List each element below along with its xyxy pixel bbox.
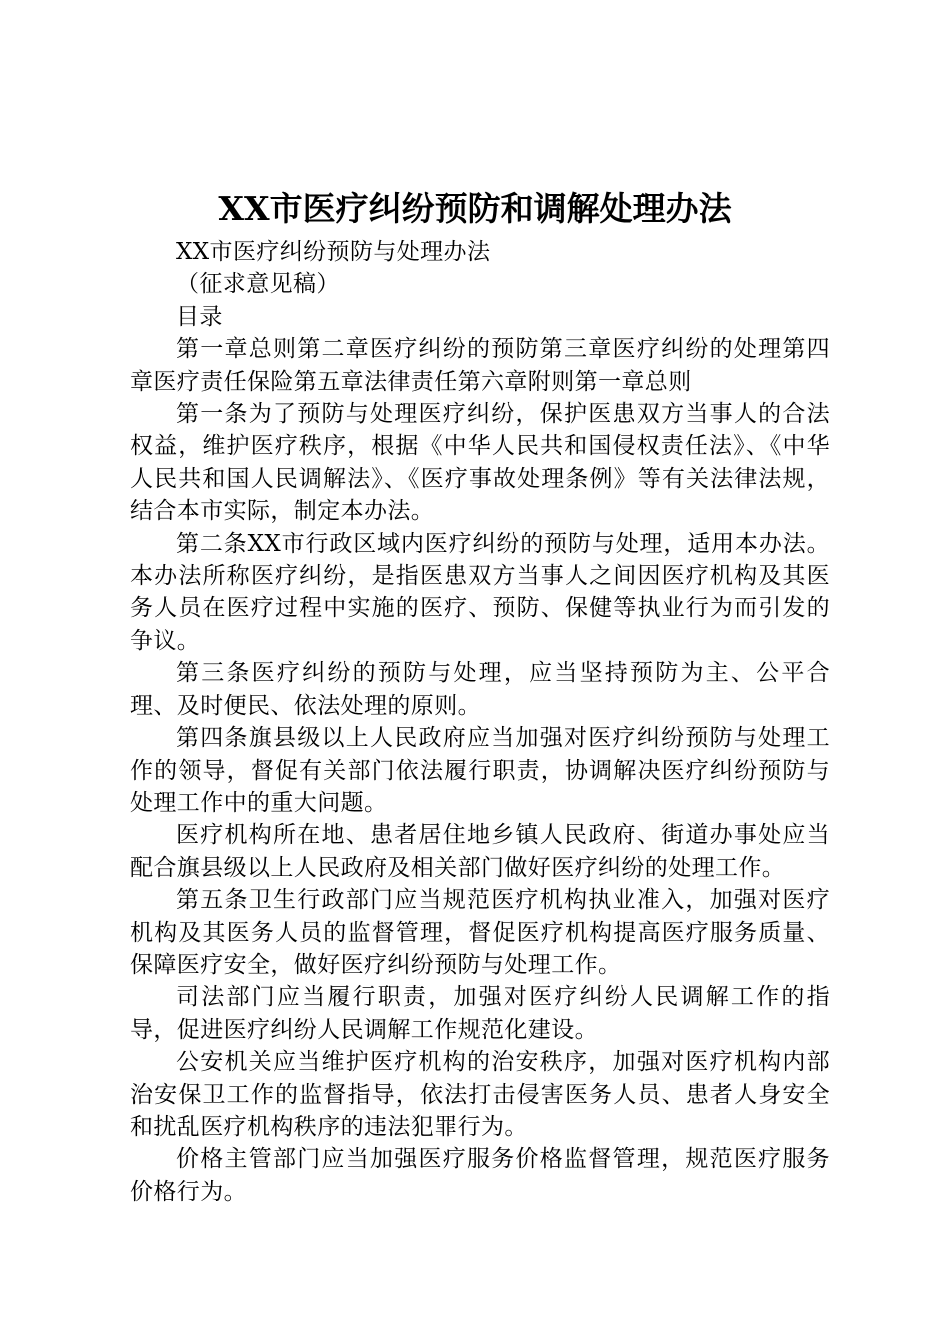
document-body	[130, 236, 830, 1208]
paragraph-article-4: 第四条旗县级以上人民政府应当加强对医疗纠纷预防与处理工作的领导，督促有关部门依法履行职责，协调解决医疗纠纷预防与处理工作中的重大问题。	[130, 725, 830, 816]
paragraph-article-5: 第五条卫生行政部门应当规范医疗机构执业准入，加强对医疗机构及其医务人员的监督管理，督促医疗机构提高医疗服务质量、保障医疗安全，做好医疗纠纷预防与处理工作。	[130, 887, 830, 978]
paragraph-article-3: 第三条医疗纠纷的预防与处理，应当坚持预防为主、公平合理、及时便民、依法处理的原则。	[130, 660, 830, 719]
paragraph-judicial: 司法部门应当履行职责，加强对医疗纠纷人民调解工作的指导，促进医疗纠纷人民调解工作规范化建设。	[130, 984, 830, 1043]
paragraph-police: 公安机关应当维护医疗机构的治安秩序，加强对医疗机构内部治安保卫工作的监督指导，依法打击侵害医务人员、患者人身安全和扰乱医疗机构秩序的违法犯罪行为。	[130, 1049, 830, 1140]
paragraph-toc-heading: 目录	[176, 303, 223, 330]
paragraph-article-1: 第一条为了预防与处理医疗纠纷，保护医患双方当事人的合法权益，维护医疗秩序，根据《中华人民共和国侵权责任法》、《中华人民共和国人民调解法》、《医疗事故处理条例》等有关法律法规，结合本市实际，制定本办法。	[130, 401, 830, 525]
paragraph-subtitle: XX市医疗纠纷预防与处理办法	[176, 239, 491, 265]
document-title: XX市医疗纠纷预防和调解处理办法	[218, 189, 732, 228]
paragraph-toc: 第一章总则第二章医疗纠纷的预防第三章医疗纠纷的处理第四章医疗责任保险第五章法律责任第六章附则第一章总则	[130, 336, 830, 395]
paragraph-draft-note: （征求意见稿）	[176, 271, 340, 298]
paragraph-article-4-cont: 医疗机构所在地、患者居住地乡镇人民政府、街道办事处应当配合旗县级以上人民政府及相关部门做好医疗纠纷的处理工作。	[130, 822, 830, 881]
paragraph-article-2: 第二条XX市行政区域内医疗纠纷的预防与处理，适用本办法。本办法所称医疗纠纷，是指医患双方当事人之间因医疗机构及其医务人员在医疗过程中实施的医疗、预防、保健等执业行为而引发的争议。	[130, 530, 830, 654]
paragraph-pricing: 价格主管部门应当加强医疗服务价格监督管理，规范医疗服务价格行为。	[130, 1146, 830, 1205]
